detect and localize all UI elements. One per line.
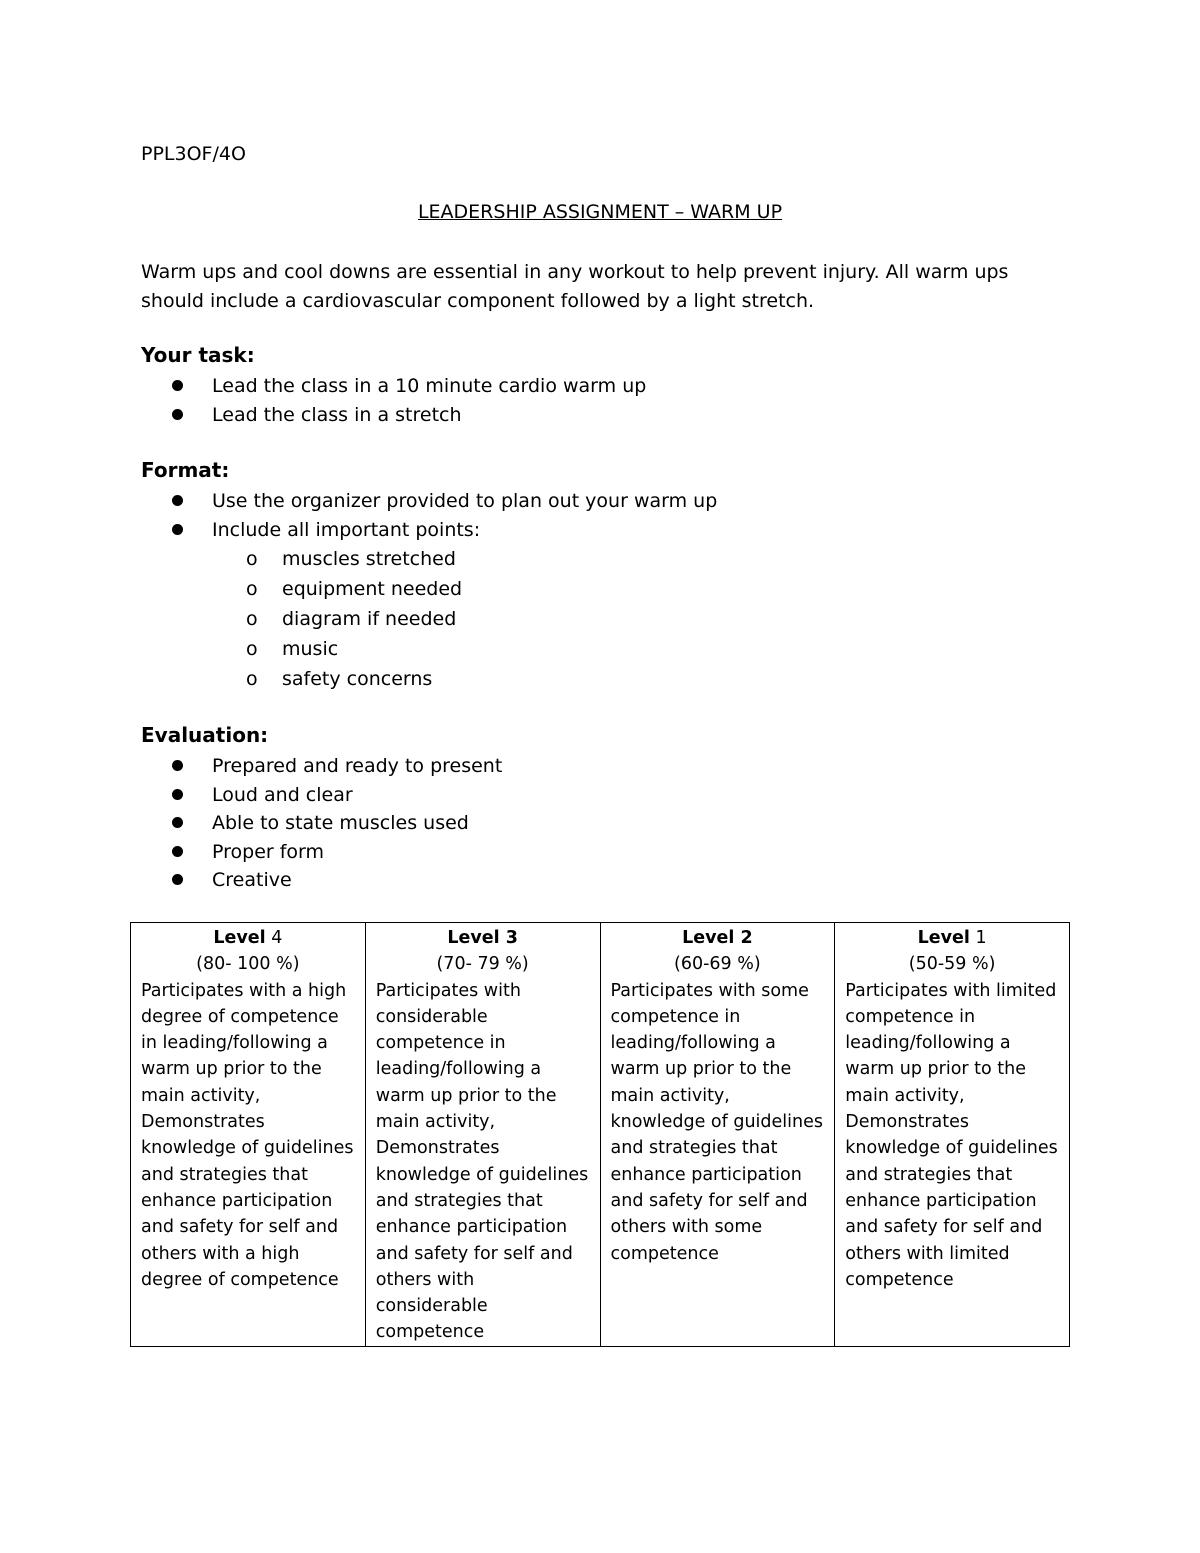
bullet-icon: [172, 817, 183, 828]
level-label: Level 1: [917, 928, 987, 948]
sublist-item: o equipment needed: [141, 574, 462, 604]
bullet-icon: [172, 874, 183, 885]
circle-bullet-icon: o: [246, 608, 258, 630]
list-item: Lead the class in a 10 minute cardio warm up: [141, 372, 646, 401]
level-range: (70- 79 %): [436, 954, 529, 975]
level-description: Participates with a high degree of competence in leading/following a warm up prior to the main activity, Demonstrates knowledge of guidelines and strategies that enhance participation and safety for self and others with a high degree of competence: [141, 980, 354, 1290]
list-item: Able to state muscles used: [141, 809, 502, 838]
evaluation-list: [141, 752, 502, 895]
list-item: Proper form: [141, 838, 502, 867]
level-range: (60-69 %): [674, 954, 761, 975]
level-range: (80- 100 %): [196, 954, 300, 975]
format-heading: Format:: [141, 458, 230, 482]
sublist-item: o muscles stretched: [141, 544, 462, 574]
level-label: Level 4: [213, 928, 283, 948]
list-item: Prepared and ready to present: [141, 752, 502, 781]
circle-bullet-icon: o: [246, 548, 258, 570]
list-item: Creative: [141, 866, 502, 895]
bullet-icon: [172, 495, 183, 506]
bullet-icon: [172, 524, 183, 535]
evaluation-heading: Evaluation:: [141, 723, 269, 747]
level-label: Level 2: [682, 928, 753, 948]
sublist-item: o safety concerns: [141, 664, 462, 694]
level-description: Participates with considerable competence in leading/following a warm up prior to the main activity, Demonstrates knowledge of guidelines and strategies that enhance participation and safety for self and others with considerable competence: [375, 980, 589, 1343]
rubric-table: [130, 922, 1070, 1347]
level-label: Level 3: [447, 928, 518, 948]
rubric-cell-level-4: [131, 923, 366, 1347]
circle-bullet-icon: o: [246, 578, 258, 600]
course-code: PPL3OF/4O: [141, 143, 246, 165]
rubric-cell-level-1: [835, 923, 1070, 1347]
list-item: Loud and clear: [141, 781, 502, 810]
bullet-icon: [172, 760, 183, 771]
sublist-item: o diagram if needed: [141, 604, 462, 634]
rubric-cell-level-2: [600, 923, 835, 1347]
sublist-item: o music: [141, 634, 462, 664]
bullet-icon: [172, 409, 183, 420]
list-item: Use the organizer provided to plan out your warm up: [141, 487, 717, 516]
format-list: [141, 487, 717, 544]
list-item: Include all important points:: [141, 516, 717, 545]
bullet-icon: [172, 789, 183, 800]
bullet-icon: [172, 380, 183, 391]
table-row: [131, 923, 1070, 1347]
level-description: Participates with some competence in leading/following a warm up prior to the main activity, knowledge of guidelines and strategies that enhance participation and safety for self and others with some competence: [610, 980, 823, 1264]
level-description: Participates with limited competence in leading/following a warm up prior to the main activity, Demonstrates knowledge of guidelines and strategies that enhance participation and safety for self and others with limited competence: [845, 980, 1058, 1290]
level-range: (50-59 %): [908, 954, 996, 975]
intro-paragraph: Warm ups and cool downs are essential in any workout to help prevent injury. All warm ups should include a cardiovascular component followed by a light stretch.: [141, 261, 1009, 312]
document-title: LEADERSHIP ASSIGNMENT – WARM UP: [417, 201, 783, 223]
task-heading: Your task:: [141, 343, 255, 367]
circle-bullet-icon: o: [246, 638, 258, 660]
format-sublist: [141, 544, 462, 694]
rubric-cell-level-3: [365, 923, 600, 1347]
list-item: Lead the class in a stretch: [141, 401, 646, 430]
task-list: [141, 372, 646, 429]
bullet-icon: [172, 846, 183, 857]
circle-bullet-icon: o: [246, 668, 258, 690]
